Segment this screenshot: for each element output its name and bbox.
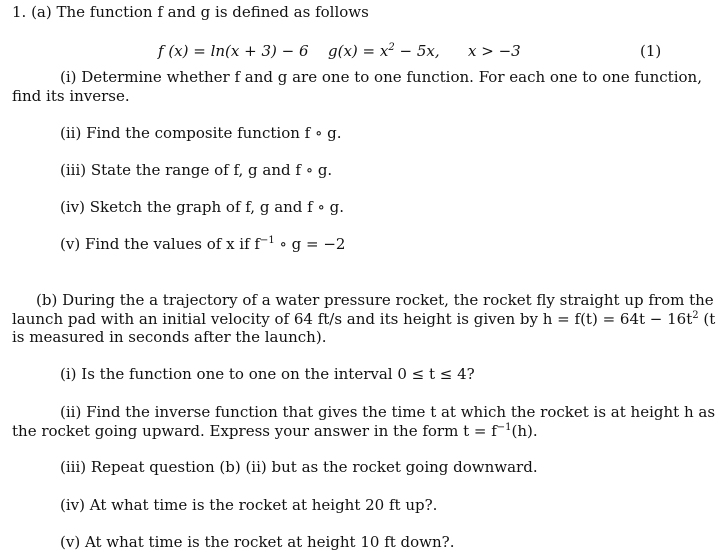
question-1a-intro: 1. (a) The function f and g is defined as follows — [12, 3, 369, 21]
question-1a-i-line1: (i) Determine whether f and g are one to one function. For each one to one function, — [60, 68, 702, 86]
question-1a-iv: (iv) Sketch the graph of f, g and f ∘ g. — [60, 198, 344, 216]
question-1b-v: (v) At what time is the rocket at height 10 ft down?. — [60, 533, 455, 551]
question-1b-ii-line2: the rocket going upward. Express your answer in the form $t = f^{-1}(h)$. — [12, 422, 538, 440]
question-1b-iii: (iii) Repeat question (b) (ii) but as the rocket going downward. — [60, 458, 538, 476]
question-1a-v: (v) Find the values of x if $f^{-1}$ ∘ g = −2 — [60, 235, 346, 253]
question-1a-iii: (iii) State the range of f, g and f ∘ g. — [60, 161, 333, 179]
equation-number: (1) — [640, 42, 662, 60]
question-1b-ii-line1: (ii) Find the inverse function that gives the time t at which the rocket is at height h as — [60, 403, 716, 421]
question-1a-ii: (ii) Find the composite function f ∘ g. — [60, 124, 342, 142]
question-1b-iv: (iv) At what time is the rocket at height 20 ft up?. — [60, 496, 438, 514]
question-1a-i-line2: find its inverse. — [12, 87, 130, 105]
equation-1 — [0, 42, 723, 62]
question-1b-intro-line3: is measured in seconds after the launch). — [12, 328, 327, 346]
function-g-definition: $g(x) = x^2 - 5x$, — [328, 42, 440, 60]
question-1b-intro-line1: (b) During the a trajectory of a water pressure rocket, the rocket fly straight up from the — [36, 291, 714, 309]
domain-condition: x > −3 — [468, 42, 521, 60]
function-f-definition: f (x) = ln(x + 3) − 6 — [158, 42, 309, 60]
question-1b-intro-line2: launch pad with an initial velocity of 64 ft/s and its height is given by $h = f(t) = 64t - 16t^2$ (t — [12, 310, 716, 328]
question-1b-i: (i) Is the function one to one on the interval 0 ≤ t ≤ 4? — [60, 365, 475, 383]
